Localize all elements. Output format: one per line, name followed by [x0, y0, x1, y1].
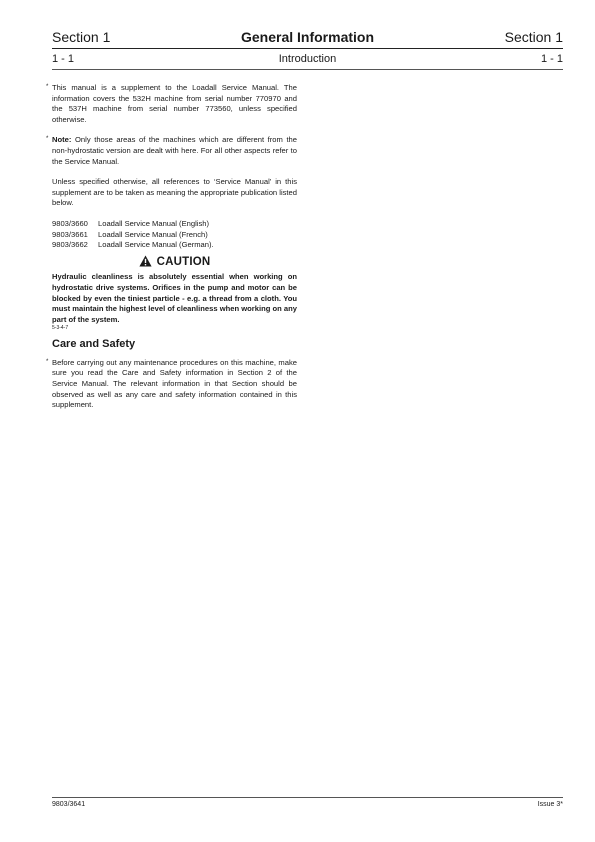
reference-paragraph — [52, 177, 297, 209]
page-subtitle: Introduction — [278, 53, 337, 65]
intro-text: This manual is a supplement to the Loadall Service Manual. The information covers the 532H machine from serial number 770970 and the 537H machine from serial number 773560, unless specified otherwise. — [52, 83, 297, 124]
warning-triangle-icon — [139, 255, 152, 270]
revision-mark: * — [46, 136, 49, 143]
publication-row — [52, 240, 214, 251]
page-number-left: 1 - 1 — [52, 53, 75, 65]
section-label-right: Section 1 — [504, 29, 563, 45]
note-paragraph — [46, 135, 297, 167]
section-label-left: Section 1 — [52, 29, 111, 45]
publication-code: 9803/3660 — [52, 218, 88, 228]
page-number-right: 1 - 1 — [540, 53, 563, 65]
subheader-rule — [52, 69, 563, 70]
caution-heading — [52, 255, 297, 270]
revision-mark: * — [46, 84, 49, 90]
reference-text: Unless specified otherwise, all references to ‘Service Manual’ in this supplement are to be taken as meaning the appropriate publication listed below. — [52, 177, 297, 208]
header-row — [52, 29, 563, 45]
subheader-row — [52, 53, 563, 65]
publication-row — [52, 219, 214, 230]
care-safety-paragraph — [46, 357, 297, 411]
footer-row — [52, 801, 563, 808]
publication-code: 9803/3661 — [52, 229, 88, 239]
intro-paragraph — [46, 83, 297, 125]
footer-rule — [52, 797, 563, 798]
revision-mark: * — [46, 358, 49, 365]
issue-label: Issue 3* — [537, 801, 563, 808]
caution-text: Hydraulic cleanliness is absolutely essential when working on hydrostatic drive systems. Orifices in the pump and motor can be blocked by even the tiniest particle - e.g. a thread from a cloth. You must maintain the highest level of cleanliness when working on any part of the system. — [52, 272, 297, 324]
publication-code: 9803/3662 — [52, 240, 88, 250]
note-text: Only those areas of the machines which are different from the non-hydrostatic version are dealt with here. For all other aspects refer to the Service Manual. — [52, 135, 297, 166]
header-rule — [52, 48, 563, 49]
page-title: General Information — [240, 29, 375, 45]
body-column — [46, 83, 297, 421]
publication-row — [52, 230, 214, 241]
publication-list — [52, 219, 214, 251]
publication-title: Loadall Service Manual (French) — [98, 229, 208, 239]
publication-title: Loadall Service Manual (German). — [98, 240, 214, 250]
caution-title: CAUTION — [156, 255, 211, 268]
document-number: 9803/3641 — [52, 801, 86, 808]
note-label: Note: — [52, 135, 72, 145]
publication-title: Loadall Service Manual (English) — [98, 218, 210, 228]
care-safety-text: Before carrying out any maintenance procedures on this machine, make sure you read the Care and Safety information in Section 2 of the Service Manual. The relevant information in that Section should be observed as well as any care and safety information contained in this supplement. — [52, 357, 297, 410]
care-safety-heading: Care and Safety — [52, 338, 136, 351]
caution-reference: 5-3-4-7 — [52, 325, 69, 332]
